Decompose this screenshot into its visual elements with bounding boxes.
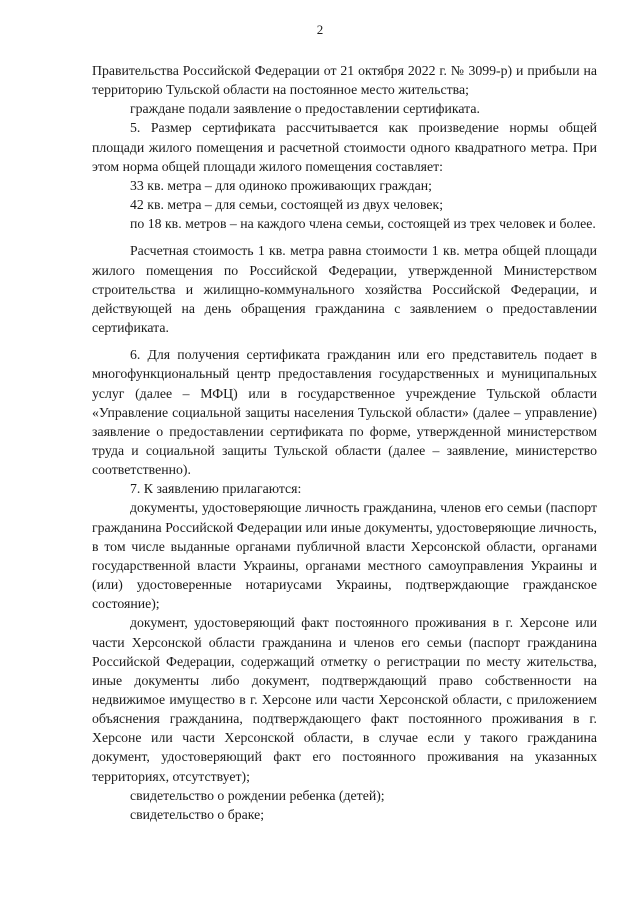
paragraph-norm-two: 42 кв. метра – для семьи, состоящей из двух человек;	[130, 197, 444, 213]
paragraph-birth-certificate: свидетельство о рождении ребенка (детей);	[130, 787, 385, 803]
paragraph-item-7: 7. К заявлению прилагаются:	[130, 481, 302, 497]
paragraph-marriage-certificate: свидетельство о браке;	[130, 806, 265, 822]
paragraph-norm-three-plus: по 18 кв. метров – на каждого члена семьи, состоящей из трех человек и более.	[130, 216, 596, 232]
paragraph-norm-single: 33 кв. метра – для одиноко проживающих граждан;	[130, 177, 432, 193]
paragraph-identity-documents: документы, удостоверяющие личность гражданина, членов его семьи (паспорт гражданина Российской Федерации или иные документы, удостоверяющие личность, в том числе выданные органами публичной власти Херсонской области, органами государственной власти Украины, органами местного самоуправления Украины и (или) удостоверенные нотариусами Украины, подтверждающие гражданское состояние);	[92, 500, 597, 612]
page-number: 2	[316, 22, 324, 37]
paragraph-condition: граждане подали заявление о предоставлении сертификата.	[130, 101, 480, 117]
paragraph-residence-document: документ, удостоверяющий факт постоянного проживания в г. Херсоне или части Херсонской области гражданина и членов его семьи (паспорт гражданина Российской Федерации, содержащий отметку о регистрации по месту жительства, иные документы либо документ, подтверждающий право собственности на недвижимое имущество в г. Херсоне или части Херсонской области, с приложением объяснения гражданина, подтверждающего факт постоянного проживания в г. Херсоне или части Херсонской области, в случае если у такого гражданина документ, удостоверяющий факт его постоянного проживания на указанных территориях, отсутствует);	[92, 615, 597, 784]
paragraph-continuation: Правительства Российской Федерации от 21 октября 2022 г. № 3099-р) и прибыли на территорию Тульской области на постоянное место жительства;	[92, 63, 597, 98]
paragraph-item-5: 5. Размер сертификата рассчитывается как произведение нормы общей площади жилого помещения и расчетной стоимости одного квадратного метра. При этом норма общей площади жилого помещения составляет:	[92, 120, 597, 174]
document-body	[92, 61, 597, 824]
paragraph-item-6: 6. Для получения сертификата гражданин или его представитель подает в многофункциональный центр предоставления государственных и муниципальных услуг (далее – МФЦ) или в государственное учреждение Тульской области «Управление социальной защиты населения Тульской области» (далее – управление) заявление о предоставлении сертификата по форме, утвержденной министерством труда и социальной защиты Тульской области (далее – заявление, министерство соответственно).	[92, 347, 597, 478]
paragraph-cost: Расчетная стоимость 1 кв. метра равна стоимости 1 кв. метра общей площади жилого помещения по Российской Федерации, утвержденной Министерством строительства и жилищно-коммунального хозяйства Российской Федерации, и действующей на день обращения гражданина с заявлением о предоставлении сертификата.	[92, 243, 597, 336]
